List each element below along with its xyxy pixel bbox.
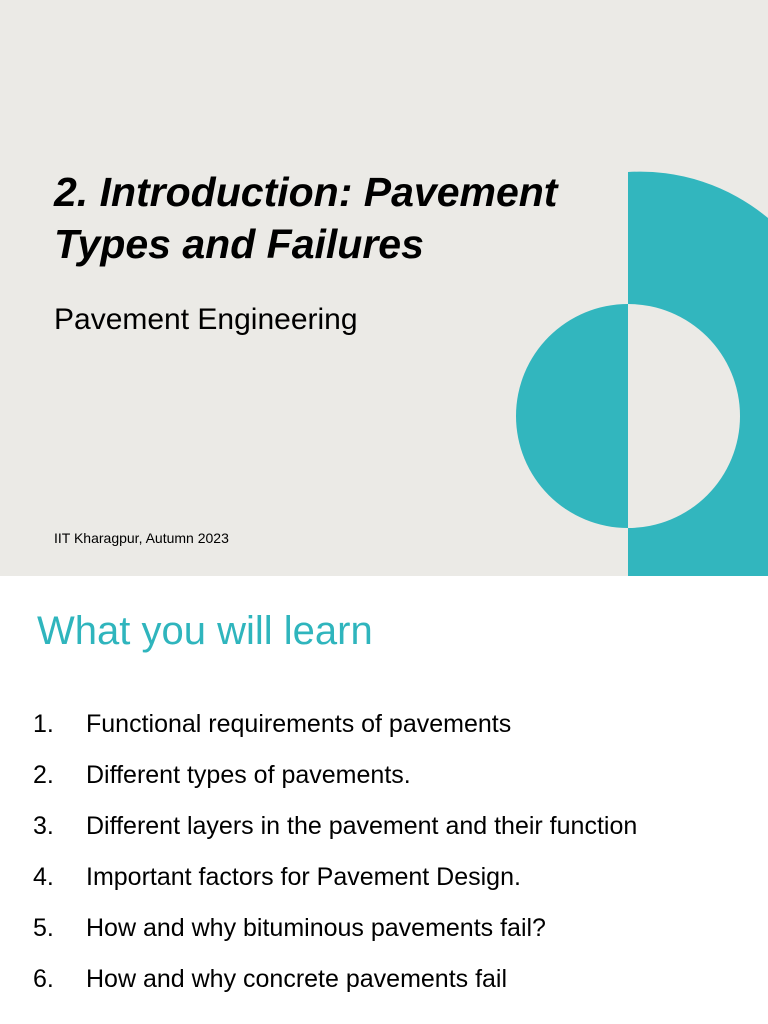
list-item-text: How and why bituminous pavements fail? xyxy=(86,914,546,942)
list-item-number: 6. xyxy=(33,965,54,993)
list-item-text: Important factors for Pavement Design. xyxy=(86,863,521,891)
slide-footer: IIT Kharagpur, Autumn 2023 xyxy=(54,530,229,546)
list-item-text: Functional requirements of pavements xyxy=(86,710,512,738)
left-half-circle-shape xyxy=(516,304,628,528)
list-item-number: 4. xyxy=(33,863,54,891)
slide-subtitle: Pavement Engineering xyxy=(54,303,358,336)
list-item-text: How and why concrete pavements fail xyxy=(86,965,508,993)
list-item-number: 3. xyxy=(33,812,54,840)
list-item-number: 1. xyxy=(33,710,54,738)
list-item-number: 2. xyxy=(33,761,54,789)
slide-title: 2. Introduction: Pavement Types and Failures xyxy=(54,169,558,267)
learning-objectives-slide xyxy=(0,576,768,1024)
list-item-text: Different layers in the pavement and their function xyxy=(86,812,638,840)
list-item-number: 5. xyxy=(33,914,54,942)
learning-heading: What you will learn xyxy=(37,609,373,653)
list-item-text: Different types of pavements. xyxy=(86,761,411,789)
